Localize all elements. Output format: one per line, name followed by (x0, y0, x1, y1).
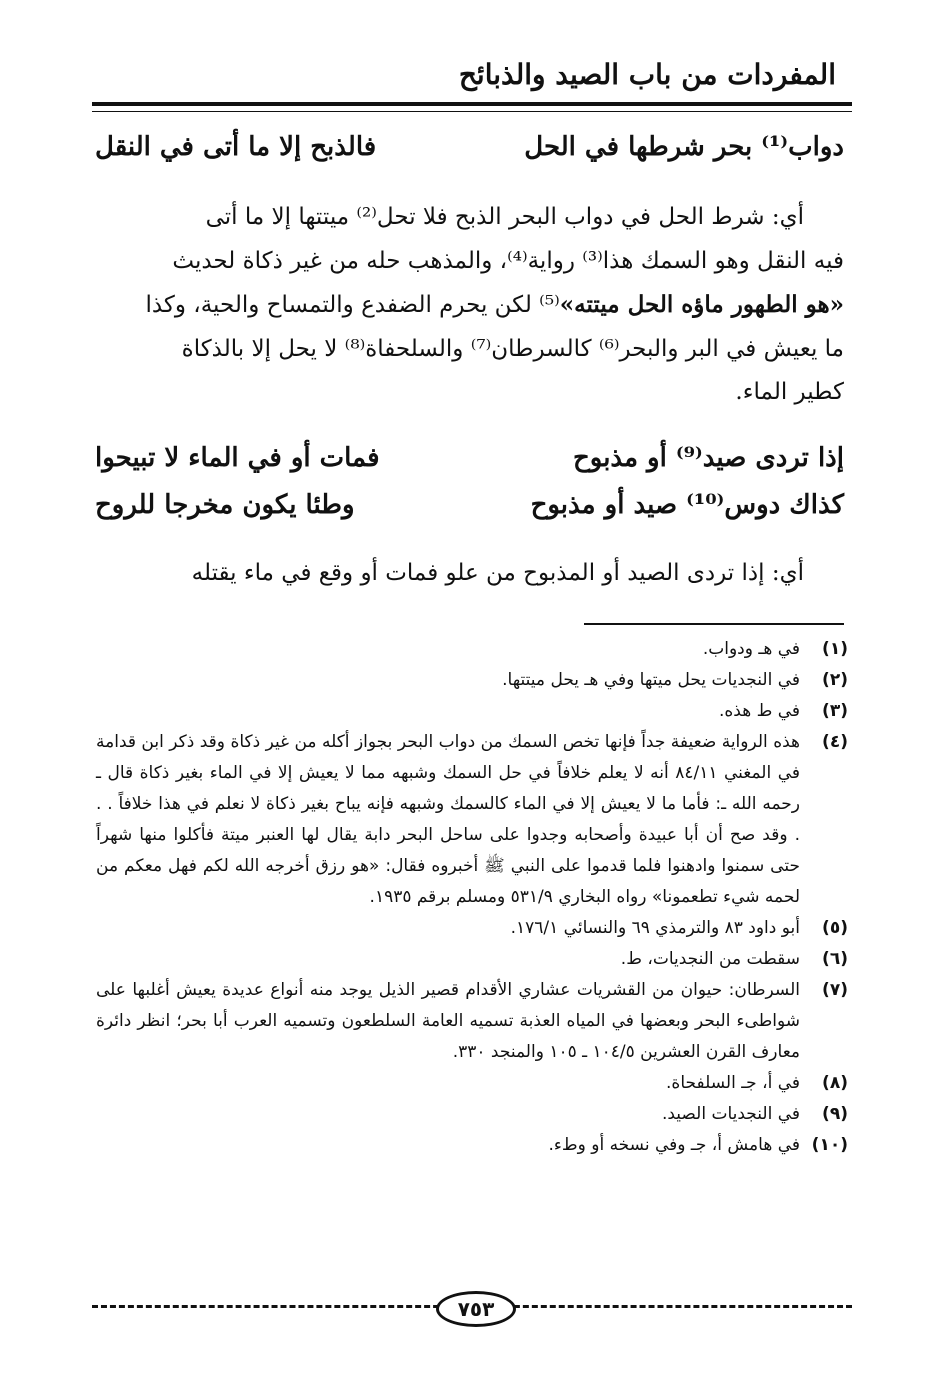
footnote-text: في أ، جـ السلفحاة. (666, 1073, 800, 1093)
footnotes (96, 634, 848, 1161)
footnote-number: (٦) (822, 949, 848, 969)
verse-right-hemistich: إذا تردى صيد⁽⁹⁾ أو مذبوح (572, 443, 844, 473)
running-header: المفردات من باب الصيد والذبائح (458, 58, 836, 91)
footnote-text: هذه الرواية ضعيفة جداً فإنها تخص السمك من دواب البحر بجواز أكله من غير ذكاة وقد ذكر ابن قدامة في المغني ٨٤/١١ أنه لا يعلم خلافاً في حل السمك وشبهه مما لا يعيش إلا في الماء بغير ذكاة قال ـ رحمه الله ـ: فأما ما لا يعيش إلا في الماء كالسمك وشبهه فإنه يباح بغير ذكاة لا نعلم في هذا خلافاً . . . وقد صح أن أبا عبيدة وأصحابه وجدوا على ساحل البحر دابة يقال لها العنبر ميتة فأكلوا منها شهراً حتى سمنوا وادهنوا فلما قدموا على النبي ﷺ أخبروه فقال: «هو رزق أخرجه الله لكم فهل معكم من لحمه شيء تطعمونا» رواه البخاري ٥٣١/٩ ومسلم برقم ١٩٣٥. (96, 732, 800, 907)
footnote-text: السرطان: حيوان من القشريات عشاري الأقدام قصير الذيل يوجد منه أنواع عديدة يعيش أغلبها على شواطىء البحر وبعضها في المياه العذبة تسميه العامة السلطعون وتسميه العرب أبا بحر؛ انظر دائرة معارف القرن العشرين ١٠٤/٥ ـ ١٠٥ والمنجد ٣٣٠. (96, 980, 800, 1062)
verse-right-hemistich: كذاك دوس⁽¹⁰⁾ صيد أو مذبوح (530, 490, 844, 520)
footnote-number: (١٠) (811, 1135, 848, 1155)
footnote-number: (٨) (822, 1073, 848, 1093)
footnote-text: في هـ ودواب. (702, 639, 800, 659)
footnote (96, 913, 848, 944)
footnote (96, 1099, 848, 1130)
commentary-line: كطير الماء. (735, 379, 844, 405)
footnote-number: (١) (822, 639, 848, 659)
footnote (96, 1068, 848, 1099)
commentary-line: فيه النقل وهو السمك هذا⁽³⁾ رواية⁽⁴⁾، والمذهب حله من غير ذكاة لحديث (172, 247, 844, 274)
footnote-text: في النجديات الصيد. (661, 1104, 800, 1124)
footnote-number: (٧) (822, 980, 848, 1000)
footnote (96, 665, 848, 696)
commentary-line: أي: إذا تردى الصيد أو المذبوح من علو فمات أو وقع في ماء يقتله (191, 560, 804, 586)
footnote-number: (٣) (822, 701, 848, 721)
verse-line-1 (95, 132, 844, 172)
commentary-paragraph-1 (96, 196, 844, 415)
footnote (96, 634, 848, 665)
verse-right-hemistich: دواب⁽¹⁾ بحر شرطها في الحل (524, 132, 844, 162)
verse-left-hemistich: فمات أو في الماء لا تبيحوا (95, 443, 380, 473)
verse-line-3 (95, 490, 844, 530)
commentary-line: ما يعيش في البر والبحر⁽⁶⁾ كالسرطان⁽⁷⁾ والسلحفاة⁽⁸⁾ لا يحل إلا بالذكاة (181, 335, 844, 362)
footnote-number: (٩) (822, 1104, 848, 1124)
hadith-quote: «هو الطهور ماؤه الحل ميتته» (559, 291, 844, 318)
page-number: ٧٥٣ (436, 1291, 516, 1327)
footnote-number: (٤) (822, 732, 848, 752)
commentary-paragraph-2 (96, 552, 844, 596)
verse-left-hemistich: وطئا يكون مخرجا للروح (95, 490, 355, 520)
footnote-text: في ط هذه. (718, 701, 800, 721)
footnote-text: في النجديات يحل ميتها وفي هـ يحل ميتتها. (502, 670, 800, 690)
commentary-line-rest: ⁽⁵⁾ لكن يحرم الضفدع والتمساح والحية، وكذا (145, 292, 560, 318)
commentary-line (96, 283, 844, 328)
footnote (96, 727, 848, 913)
header-rule-thin (92, 111, 852, 112)
commentary-line: أي: شرط الحل في دواب البحر الذبح فلا تحل⁽²⁾ ميتتها إلا ما أتى (205, 204, 804, 230)
footnote (96, 975, 848, 1068)
verse-left-hemistich: فالذبح إلا ما أتى في النقل (95, 132, 377, 162)
footnote (96, 1130, 848, 1161)
footnote-separator (584, 623, 844, 625)
footnote (96, 696, 848, 727)
footnote-text: أبو داود ٨٣ والترمذي ٦٩ والنسائي ١٧٦/١. (510, 918, 800, 938)
footnote-text: في هامش أ، جـ وفي نسخه أو وطء. (548, 1135, 800, 1155)
footnote-text: سقطت من النجديات، ط. (620, 949, 800, 969)
footnote-number: (٢) (822, 670, 848, 690)
footnote (96, 944, 848, 975)
header-rule-thick (92, 102, 852, 106)
verse-line-2 (95, 443, 844, 483)
footnote-number: (٥) (822, 918, 848, 938)
